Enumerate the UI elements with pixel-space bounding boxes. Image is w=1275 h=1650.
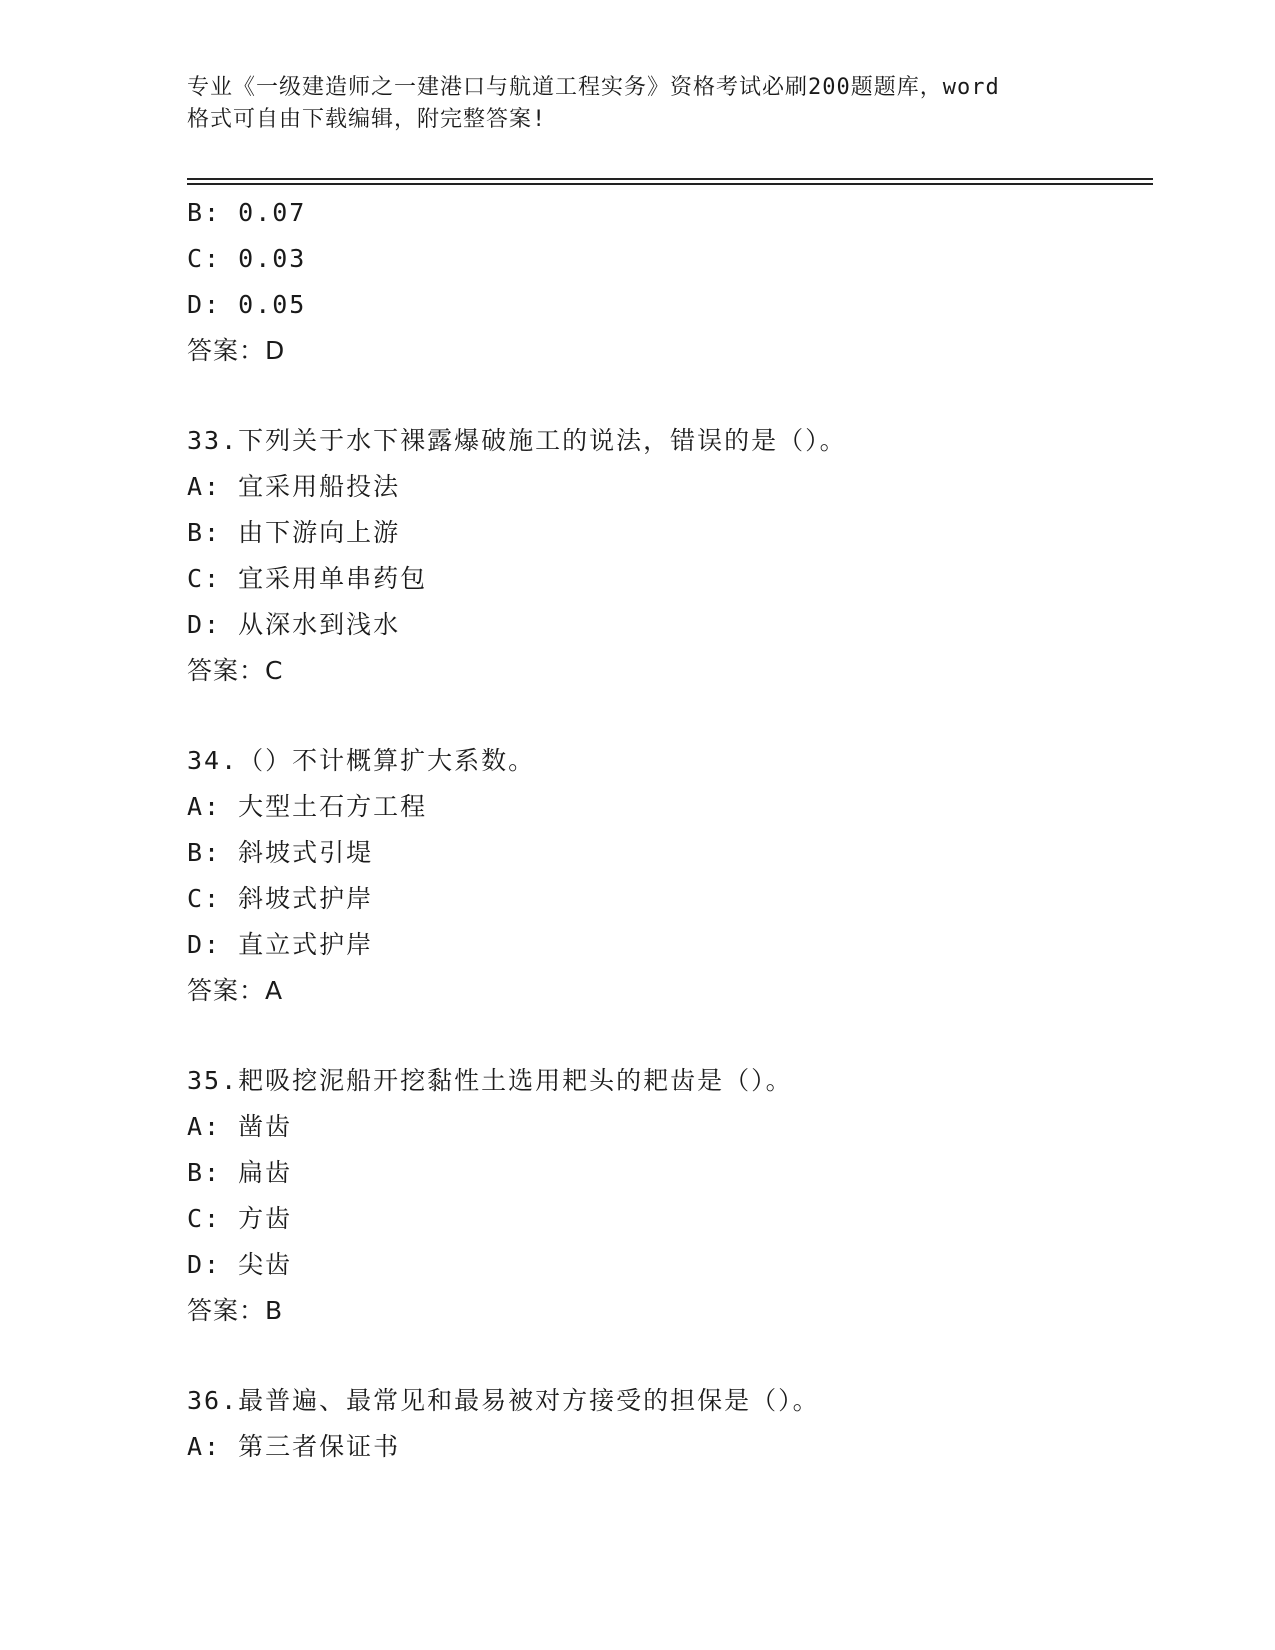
spacer (187, 374, 1153, 418)
option-b: B: 斜坡式引堤 (187, 838, 374, 867)
option-c: C: 斜坡式护岸 (187, 884, 374, 913)
spacer (187, 694, 1153, 738)
option-c: C: 0.03 (187, 244, 307, 273)
spacer (187, 1334, 1153, 1378)
question-35 (187, 1058, 1153, 1334)
question-stem: 33.下列关于水下裸露爆破施工的说法，错误的是（）。 (187, 426, 847, 455)
question-34 (187, 738, 1153, 1014)
answer-line: 答案：C (187, 656, 284, 685)
option-d: D: 尖齿 (187, 1250, 293, 1279)
option-a: A: 第三者保证书 (187, 1432, 401, 1461)
answer-line: 答案：B (187, 1296, 284, 1325)
header-title-line-1: 专业《一级建造师之一建港口与航道工程实务》资格考试必刷200题题库，word (187, 75, 1000, 100)
option-d: D: 0.05 (187, 290, 307, 319)
option-c: C: 宜采用单串药包 (187, 564, 428, 593)
option-b: B: 0.07 (187, 198, 307, 227)
option-c: C: 方齿 (187, 1204, 293, 1233)
option-b: B: 由下游向上游 (187, 518, 401, 547)
question-36 (187, 1378, 1153, 1470)
answer-line: 答案：A (187, 976, 284, 1005)
question-33 (187, 418, 1153, 694)
header-title-line-2: 格式可自由下载编辑，附完整答案! (187, 107, 547, 132)
option-d: D: 从深水到浅水 (187, 610, 401, 639)
header-divider-top (187, 178, 1153, 180)
question-stem: 34.（）不计概算扩大系数。 (187, 746, 536, 775)
question-stem: 35.耙吸挖泥船开挖黏性土选用耙头的耙齿是（）。 (187, 1066, 793, 1095)
option-a: A: 凿齿 (187, 1112, 293, 1141)
answer-line: 答案：D (187, 336, 286, 365)
question-32-continued (187, 190, 1153, 374)
option-a: A: 大型土石方工程 (187, 792, 428, 821)
option-d: D: 直立式护岸 (187, 930, 374, 959)
option-a: A: 宜采用船投法 (187, 472, 401, 501)
document-header (187, 72, 1087, 136)
option-b: B: 扁齿 (187, 1158, 293, 1187)
question-stem: 36.最普遍、最常见和最易被对方接受的担保是（）。 (187, 1386, 820, 1415)
spacer (187, 1014, 1153, 1058)
header-divider-bottom (187, 183, 1153, 185)
question-list (187, 190, 1153, 1470)
